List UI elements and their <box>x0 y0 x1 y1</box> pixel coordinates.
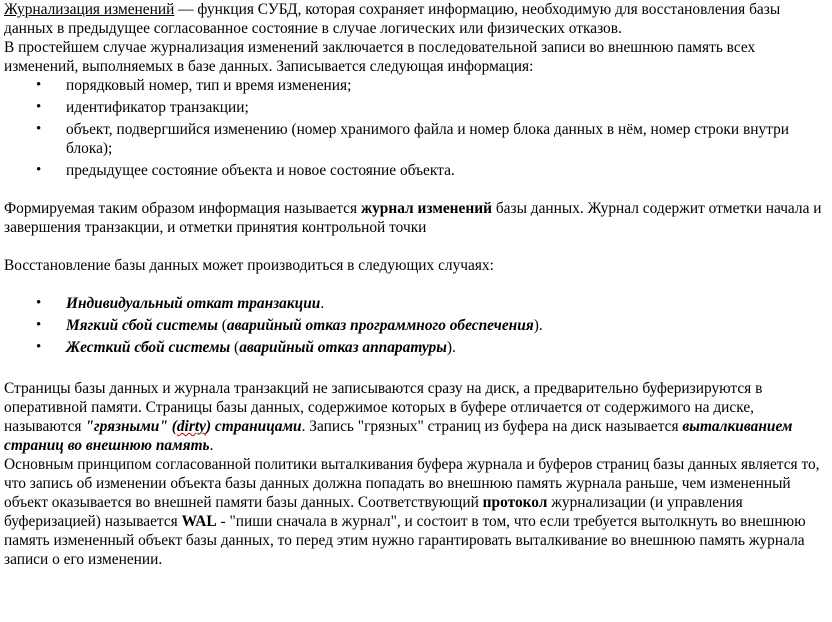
list-item: • порядковый номер, тип и время изменения; <box>66 76 822 95</box>
paragraph-journal <box>4 199 822 237</box>
text: ) страницами <box>205 418 302 435</box>
text: журнализации (и управления буферизацией) называется <box>4 494 743 530</box>
case-title: Мягкий сбой системы <box>66 317 218 334</box>
text: базы данных. Журнал содержит отметки начала и завершения транзакции, и отметки принятия контрольной точки <box>4 200 822 236</box>
recovery-cases-list <box>4 294 822 357</box>
list-item: • предыдущее состояние объекта и новое состояние объекта. <box>66 161 822 180</box>
case-detail: аварийный отказ программного обеспечения <box>226 317 534 334</box>
case-title: Индивидуальный откат транзакции <box>66 295 321 312</box>
term-link[interactable]: Журнализация изменений <box>4 1 175 18</box>
term-journal: журнал изменений <box>360 200 492 217</box>
term-protocol: протокол <box>482 494 548 511</box>
list-item <box>66 316 822 335</box>
term-flushing: выталкиванием страниц во внешнюю память <box>4 418 793 454</box>
text: ). <box>533 317 543 334</box>
text: Основным принципом согласованной политики выталкивания буфера журнала и буферов страниц базы данных является то, что запись об изменении объекта базы данных должна попадать во внешнюю память журнала раньше, чем измененный объект оказывается во внешней памяти базы данных. Соответствующий <box>4 456 820 511</box>
definition-text: — функция СУБД, которая сохраняет информацию, необходимую для восстановления базы данных в предыдущее согласованное состояние в случае логических или физических отказов. <box>4 1 781 37</box>
list-item: • объект, подвергшийся изменению (номер хранимого файла и номер блока данных в нём, номер строки внутри блока); <box>66 120 822 158</box>
text: Страницы базы данных и журнала транзакций не записываются сразу на диск, а предварительно буферизируются в оперативной памяти. Страницы базы данных, содержимое которых в буфере отличается от содержимого на диске, называются <box>4 380 763 435</box>
text: . Запись "грязных" страниц из буфера на диск называется <box>301 418 683 435</box>
text: ( <box>230 339 240 356</box>
case-detail: аварийный отказ аппаратуры <box>239 339 447 356</box>
text: "грязными" ( <box>85 418 177 435</box>
list-item <box>66 294 822 313</box>
text: ). <box>446 339 456 356</box>
list-item: • идентификатор транзакции; <box>66 98 822 117</box>
paragraph-intro: В простейшем случае журнализация изменений заключается в последовательной записи во внешнюю память всех изменений, выполняемых в базе данных. Записывается следующая информация: <box>4 39 756 75</box>
paragraph-definition <box>4 0 822 38</box>
text: ( <box>217 317 227 334</box>
list-item <box>66 338 822 357</box>
info-list <box>4 76 822 180</box>
paragraph-wal <box>4 455 822 569</box>
text: . <box>209 437 214 454</box>
paragraph-buffers <box>4 379 822 455</box>
paragraph-recovery: Восстановление базы данных может производиться в следующих случаях: <box>4 257 494 274</box>
case-title: Жесткий сбой системы <box>66 339 231 356</box>
text: . <box>320 295 325 312</box>
term-wal: WAL <box>181 513 217 530</box>
text: Формируемая таким образом информация называется <box>4 200 361 217</box>
text: - "пиши сначала в журнал", и состоит в том, что если требуется вытолкнуть во внешнюю память измененный объект базы данных, то перед этим нужно гарантировать выталкивание во внешнюю память журнала записи о его изменении. <box>4 513 806 568</box>
term-dirty: dirty <box>176 418 206 435</box>
